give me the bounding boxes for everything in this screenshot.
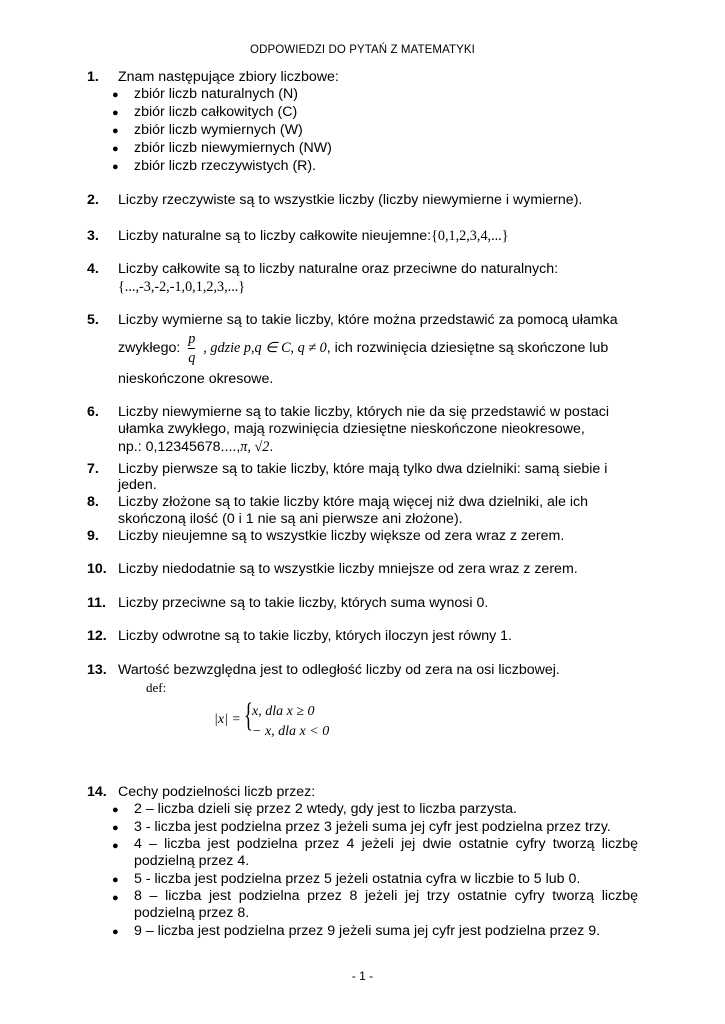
page-header: ODPOWIEDZI DO PYTAŃ Z MATEMATYKI — [250, 44, 475, 56]
item-text: Liczby niedodatnie są to wszystkie liczby mniejsze od zera wraz z zerem. — [118, 561, 578, 577]
item-text — [118, 228, 509, 245]
item-text: skończoną ilość (0 i 1 nie są ani pierwsze ani złożone). — [118, 511, 463, 527]
item-text: Znam następujące zbiory liczbowe: — [118, 69, 339, 85]
item-number: 14. — [87, 784, 107, 800]
abs-value-case2: − x, dla x < 0 — [252, 724, 330, 739]
list-item: zbiór liczb całkowitych (C) — [134, 104, 298, 120]
definition-label: def: — [146, 680, 167, 695]
page-number: - 1 - — [351, 969, 374, 983]
bullet-icon: ● — [112, 804, 119, 816]
item-number: 2. — [87, 192, 99, 208]
item-number: 11. — [87, 595, 106, 611]
item-number: 8. — [87, 494, 99, 510]
bullet-icon: ● — [112, 892, 119, 904]
item-text: ułamka zwykłego, mają rozwinięcia dziesiętne nieskończone nieokresowe, — [118, 421, 585, 437]
list-item-continuation: podzielną przez 4. — [134, 853, 250, 869]
brace-icon: { — [244, 697, 253, 734]
list-item: zbiór liczb naturalnych (N) — [134, 86, 299, 102]
item-number: 9. — [87, 528, 99, 544]
item-text: Liczby pierwsze są to takie liczby, które mają tylko dwa dzielniki: samą siebie i — [118, 461, 608, 477]
item-number: 5. — [87, 312, 99, 328]
list-item: 8 – liczba jest podzielna przez 8 jeżeli jej trzy ostatnie cyfry tworzą liczbę — [134, 888, 638, 904]
item-number: 6. — [87, 404, 99, 420]
item-text: Wartość bezwzględna jest to odległość liczby od zera na osi liczbowej. — [118, 662, 560, 678]
bullet-icon: ● — [112, 89, 119, 101]
bullet-icon: ● — [112, 874, 119, 886]
bullet-icon: ● — [112, 125, 119, 137]
list-item: 4 – liczba jest podzielna przez 4 jeżeli jej dwie ostatnie cyfry tworzą liczbę — [134, 836, 638, 852]
list-item-continuation: podzielną przez 8. — [134, 905, 250, 921]
item-text: Liczby odwrotne są to takie liczby, których iloczyn jest równy 1. — [118, 628, 512, 644]
item-number: 1. — [87, 69, 99, 85]
fraction — [188, 330, 195, 367]
item-text: Liczby złożone są to takie liczby które mają więcej niż dwa dzielniki, ale ich — [118, 494, 588, 510]
fraction-numerator: p — [188, 331, 196, 347]
abs-value-lhs: |x| = — [214, 712, 241, 727]
list-item: 3 - liczba jest podzielna przez 3 jeżeli suma jej cyfr jest podzielna przez trzy. — [134, 819, 611, 835]
formula-condition: , gdzie p,q ∈ C, q ≠ 0 — [203, 340, 327, 356]
bullet-icon: ● — [112, 822, 119, 834]
item-text — [118, 439, 273, 456]
item-text: Cechy podzielności liczb przez: — [118, 784, 316, 800]
example-text: np.: 0,12345678...., — [118, 439, 241, 455]
list-item: 5 - liczba jest podzielna przez 5 jeżeli ostatnia cyfra w liczbie to 5 lub 0. — [134, 871, 581, 887]
item-number: 13. — [87, 662, 107, 678]
formula-prefix: zwykłego: — [118, 340, 181, 356]
item-text: jeden. — [118, 477, 157, 493]
item-text: Liczby przeciwne są to takie liczby, których suma wynosi 0. — [118, 595, 489, 611]
item-number: 7. — [87, 461, 99, 477]
list-item: zbiór liczb rzeczywistych (R). — [134, 158, 317, 174]
item-text: Liczby rzeczywiste są to wszystkie liczby (liczby niewymierne i wymierne). — [118, 192, 583, 208]
item-number: 12. — [87, 628, 107, 644]
item-number: 3. — [87, 228, 99, 244]
item-text-formula-line — [118, 330, 608, 367]
item-number: 10. — [87, 561, 107, 577]
formula-suffix: , ich rozwinięcia dziesiętne są skończone lub — [326, 340, 609, 356]
example-math: π, √2 — [240, 439, 270, 455]
list-item: 9 – liczba jest podzielna przez 9 jeżeli suma jej cyfr jest podzielna przez 9. — [134, 923, 601, 939]
item-text: Liczby niewymierne są to takie liczby, których nie da się przedstawić w postaci — [118, 404, 609, 420]
item-text: Liczby wymierne są to takie liczby, które można przedstawić za pomocą ułamka — [118, 312, 618, 328]
set-notation: {0,1,2,3,4,...} — [431, 228, 509, 244]
list-item: 2 – liczba dzieli się przez 2 wtedy, gdy jest to liczba parzysta. — [134, 801, 517, 817]
item-number: 4. — [87, 261, 99, 277]
bullet-icon: ● — [112, 926, 119, 938]
item-text: nieskończone okresowe. — [118, 371, 274, 387]
list-item: zbiór liczb niewymiernych (NW) — [134, 140, 332, 156]
abs-value-case1: x, dla x ≥ 0 — [252, 704, 315, 719]
set-notation: {...,-3,-2,-1,0,1,2,3,...} — [118, 279, 246, 295]
item-text: Liczby nieujemne są to wszystkie liczby większe od zera wraz z zerem. — [118, 528, 565, 544]
list-item: zbiór liczb wymiernych (W) — [134, 122, 303, 138]
example-end: . — [269, 439, 274, 455]
bullet-icon: ● — [112, 143, 119, 155]
item-text: Liczby całkowite są to liczby naturalne oraz przeciwne do naturalnych: — [118, 261, 559, 277]
bullet-icon: ● — [112, 107, 119, 119]
fraction-denominator: q — [188, 350, 196, 366]
item-text-main: Liczby naturalne są to liczby całkowite nieujemne: — [118, 228, 432, 244]
bullet-icon: ● — [112, 840, 119, 852]
bullet-icon: ● — [112, 161, 119, 173]
